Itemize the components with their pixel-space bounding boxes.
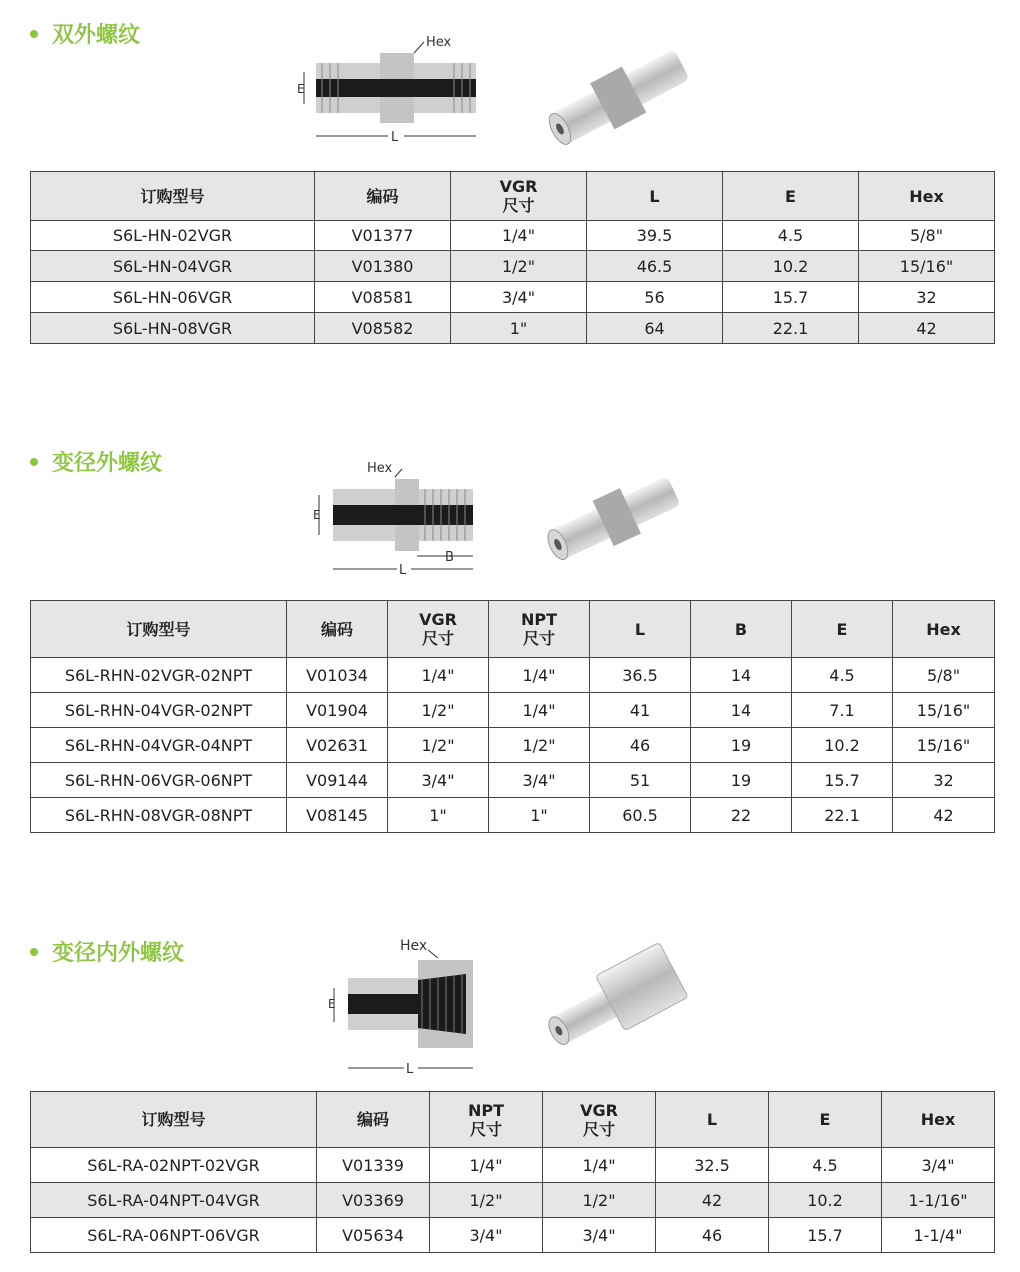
table-row: S6L-HN-06VGR V08581 3/4" 56 15.7 32 [31, 282, 995, 313]
header-hex: Hex [893, 601, 995, 658]
table-row: S6L-RA-06NPT-06VGR V05634 3/4" 3/4" 46 15.7 1-1/4" [31, 1218, 995, 1253]
header-vgr-size: VGR 尺寸 [543, 1092, 656, 1148]
bullet-icon [30, 458, 38, 466]
table-row: S6L-RHN-04VGR-02NPT V01904 1/2" 1/4" 41 14 7.1 15/16" [31, 693, 995, 728]
header-l: L [587, 172, 723, 221]
table-row: S6L-RHN-06VGR-06NPT V09144 3/4" 3/4" 51 19 15.7 32 [31, 763, 995, 798]
header-model: 订购型号 [31, 1092, 317, 1148]
reducing-female-male-drawing [318, 932, 488, 1082]
section-title-reducing-female-male: 变径内外螺纹 [30, 936, 184, 967]
table-row: S6L-RHN-02VGR-02NPT V01034 1/4" 1/4" 36.5 14 4.5 5/8" [31, 658, 995, 693]
header-hex: Hex [859, 172, 995, 221]
double-male-photo [540, 35, 700, 160]
reducing-female-male-photo [540, 940, 690, 1065]
header-code: 编码 [317, 1092, 430, 1148]
e-label: E [328, 997, 336, 1011]
bullet-icon [30, 30, 38, 38]
table-row: S6L-RA-02NPT-02VGR V01339 1/4" 1/4" 32.5 4.5 3/4" [31, 1148, 995, 1183]
table-header-row [31, 1092, 995, 1148]
hex-label: Hex [400, 938, 428, 954]
header-code: 编码 [287, 601, 388, 658]
header-e: E [769, 1092, 882, 1148]
reducing-female-male-table [30, 1091, 995, 1253]
header-l: L [590, 601, 691, 658]
hex-label: Hex [367, 461, 393, 476]
table-header-row [31, 172, 995, 221]
header-b: B [691, 601, 792, 658]
table-row: S6L-HN-08VGR V08582 1" 64 22.1 42 [31, 313, 995, 344]
e-label: E [297, 82, 305, 96]
header-model: 订购型号 [31, 172, 315, 221]
header-model: 订购型号 [31, 601, 287, 658]
l-label: L [391, 130, 399, 145]
hex-label: Hex [426, 35, 452, 50]
table-row: S6L-RHN-08VGR-08NPT V08145 1" 1" 60.5 22 22.1 42 [31, 798, 995, 833]
e-label: E [313, 508, 321, 522]
reducing-male-photo [540, 460, 690, 575]
header-e: E [792, 601, 893, 658]
header-vgr-size: VGR 尺寸 [451, 172, 587, 221]
table-row: S6L-HN-04VGR V01380 1/2" 46.5 10.2 15/16" [31, 251, 995, 282]
l-label: L [406, 1062, 414, 1077]
header-l: L [656, 1092, 769, 1148]
reducing-male-drawing [305, 455, 490, 580]
l-label: L [399, 563, 407, 578]
section-title-reducing-male: 变径外螺纹 [30, 446, 162, 477]
double-male-drawing [290, 30, 490, 150]
reducing-male-table [30, 600, 995, 833]
header-npt-size: NPT 尺寸 [430, 1092, 543, 1148]
header-npt-size: NPT 尺寸 [489, 601, 590, 658]
table-header-row [31, 601, 995, 658]
table-row: S6L-RHN-04VGR-04NPT V02631 1/2" 1/2" 46 19 10.2 15/16" [31, 728, 995, 763]
table-row: S6L-RA-04NPT-04VGR V03369 1/2" 1/2" 42 10.2 1-1/16" [31, 1183, 995, 1218]
header-e: E [723, 172, 859, 221]
section-title-double-male: 双外螺纹 [30, 18, 140, 49]
header-hex: Hex [882, 1092, 995, 1148]
b-label: B [445, 550, 454, 565]
header-code: 编码 [315, 172, 451, 221]
header-vgr-size: VGR 尺寸 [388, 601, 489, 658]
table-row: S6L-HN-02VGR V01377 1/4" 39.5 4.5 5/8" [31, 221, 995, 251]
bullet-icon [30, 948, 38, 956]
double-male-table [30, 171, 995, 344]
